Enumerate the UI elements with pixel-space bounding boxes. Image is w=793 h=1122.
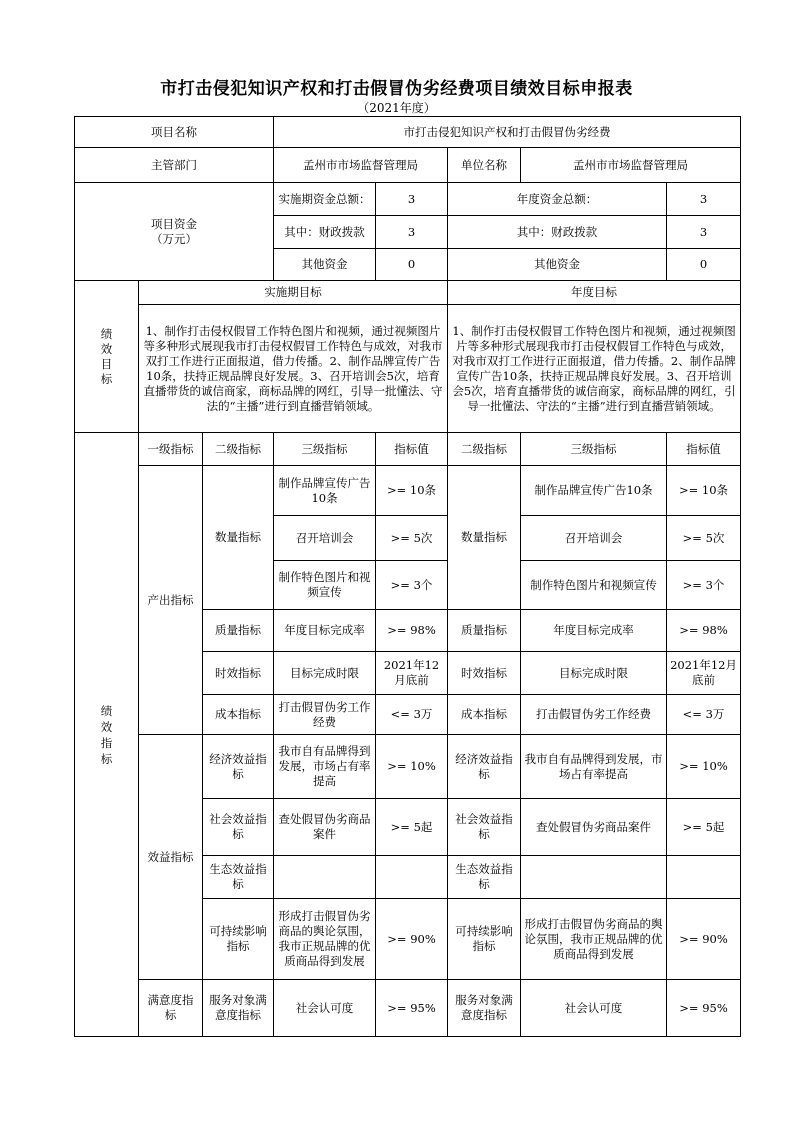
ecological-l2: 生态效益指标 bbox=[203, 856, 274, 899]
row-value-b: >= 98% bbox=[667, 610, 741, 652]
row-l3: 打击假冒伪劣工作经费 bbox=[274, 695, 376, 735]
row-value-b: >= 10条 bbox=[667, 466, 741, 516]
impl-other-label: 其他资金 bbox=[274, 249, 376, 281]
row-l3-b: 社会认可度 bbox=[521, 980, 667, 1037]
header-level2-b: 二级指标 bbox=[448, 433, 521, 466]
row-value-b: >= 5起 bbox=[667, 799, 741, 856]
impl-total-value: 3 bbox=[376, 183, 448, 216]
row-value-b: >= 5次 bbox=[667, 516, 741, 561]
header-level3: 三级指标 bbox=[274, 433, 376, 466]
header-level1: 一级指标 bbox=[139, 433, 203, 466]
timeliness-l2: 时效指标 bbox=[203, 652, 274, 695]
row-l3-b: 年度目标完成率 bbox=[521, 610, 667, 652]
service-l2-b: 服务对象满意度指标 bbox=[448, 980, 521, 1037]
year-other-label: 其他资金 bbox=[448, 249, 667, 281]
row-l3: 制作品牌宣传广告10条 bbox=[274, 466, 376, 516]
ecological-l2-b: 生态效益指标 bbox=[448, 856, 521, 899]
impl-other-value: 0 bbox=[376, 249, 448, 281]
row-value: >= 95% bbox=[376, 980, 448, 1037]
row-l3-b bbox=[521, 856, 667, 899]
header-level2: 二级指标 bbox=[203, 433, 274, 466]
row-value-b: >= 3个 bbox=[667, 561, 741, 610]
row-l3 bbox=[274, 856, 376, 899]
funds-label: 项目资金 （万元） bbox=[75, 183, 274, 281]
output-indicator-label: 产出指标 bbox=[139, 466, 203, 735]
row-l3: 召开培训会 bbox=[274, 516, 376, 561]
header-value: 指标值 bbox=[376, 433, 448, 466]
row-value bbox=[376, 856, 448, 899]
quantity-l2-b: 数量指标 bbox=[448, 466, 521, 610]
sustainable-l2-b: 可持续影响指标 bbox=[448, 899, 521, 980]
year-total-value: 3 bbox=[667, 183, 741, 216]
row-l3-b: 打击假冒伪劣工作经费 bbox=[521, 695, 667, 735]
impl-goal-header: 实施期目标 bbox=[139, 281, 448, 305]
row-l3: 我市自有品牌得到发展，市场占有率提高 bbox=[274, 735, 376, 799]
row-value: 2021年12月底前 bbox=[376, 652, 448, 695]
form-year: （2021年度） bbox=[357, 101, 436, 115]
dept-value: 孟州市市场监督管理局 bbox=[274, 148, 448, 183]
row-l3-b: 查处假冒伪劣商品案件 bbox=[521, 799, 667, 856]
benefit-indicator-label: 效益指标 bbox=[139, 735, 203, 980]
row-l3-b: 形成打击假冒伪劣商品的舆论氛围，我市正规品牌的优质商品得到发展 bbox=[521, 899, 667, 980]
header-value-b: 指标值 bbox=[667, 433, 741, 466]
unit-value: 孟州市市场监督管理局 bbox=[521, 148, 741, 183]
social-l2-b: 社会效益指标 bbox=[448, 799, 521, 856]
unit-label: 单位名称 bbox=[448, 148, 521, 183]
row-value: >= 90% bbox=[376, 899, 448, 980]
cost-l2-b: 成本指标 bbox=[448, 695, 521, 735]
row-value: <= 3万 bbox=[376, 695, 448, 735]
row-value-b: >= 10% bbox=[667, 735, 741, 799]
project-name-value: 市打击侵犯知识产权和打击假冒伪劣经费 bbox=[274, 117, 741, 148]
header-level3-b: 三级指标 bbox=[521, 433, 667, 466]
goals-label bbox=[75, 281, 139, 433]
row-l3: 制作特色图片和视频宣传 bbox=[274, 561, 376, 610]
project-name-label: 项目名称 bbox=[75, 117, 274, 148]
year-other-value: 0 bbox=[667, 249, 741, 281]
performance-target-table bbox=[74, 116, 741, 1037]
row-l3-b: 召开培训会 bbox=[521, 516, 667, 561]
row-value: >= 3个 bbox=[376, 561, 448, 610]
row-value-b: 2021年12月底前 bbox=[667, 652, 741, 695]
economic-l2-b: 经济效益指标 bbox=[448, 735, 521, 799]
row-l3: 形成打击假冒伪劣商品的舆论氛围，我市正规品牌的优质商品得到发展 bbox=[274, 899, 376, 980]
row-value-b bbox=[667, 856, 741, 899]
quality-l2: 质量指标 bbox=[203, 610, 274, 652]
impl-total-label: 实施期资金总额： bbox=[274, 183, 376, 216]
row-l3: 查处假冒伪劣商品案件 bbox=[274, 799, 376, 856]
row-l3-b: 制作品牌宣传广告10条 bbox=[521, 466, 667, 516]
form-title: 市打击侵犯知识产权和打击假冒伪劣经费项目绩效目标申报表 bbox=[160, 79, 633, 99]
sustainable-l2: 可持续影响指标 bbox=[203, 899, 274, 980]
quantity-l2: 数量指标 bbox=[203, 466, 274, 610]
row-value: >= 98% bbox=[376, 610, 448, 652]
indicators-label-text: 绩效指标 bbox=[100, 703, 113, 766]
satisfaction-indicator-label: 满意度指标 bbox=[139, 980, 203, 1037]
impl-fiscal-label: 其中：财政拨款 bbox=[274, 216, 376, 249]
impl-fiscal-value: 3 bbox=[376, 216, 448, 249]
indicators-label bbox=[75, 433, 139, 1037]
timeliness-l2-b: 时效指标 bbox=[448, 652, 521, 695]
social-l2: 社会效益指标 bbox=[203, 799, 274, 856]
quality-l2-b: 质量指标 bbox=[448, 610, 521, 652]
dept-label: 主管部门 bbox=[75, 148, 274, 183]
row-value: >= 10% bbox=[376, 735, 448, 799]
cost-l2: 成本指标 bbox=[203, 695, 274, 735]
goals-label-text: 绩效目标 bbox=[100, 326, 113, 386]
row-value-b: <= 3万 bbox=[667, 695, 741, 735]
row-value: >= 5起 bbox=[376, 799, 448, 856]
service-l2: 服务对象满意度指标 bbox=[203, 980, 274, 1037]
impl-goal-text: 1、制作打击侵权假冒工作特色图片和视频，通过视频图片等多种形式展现我市打击侵权假冒工作特色与成效，对我市双打工作进行正面报道，借力传播。2、制作品牌宣传广告10条，扶持正规品牌良好发展。3、召开培训会5次，培育直播带货的诚信商家，商标品牌的网红，引导一批懂法、守法的“主播”进行到直播营销领域。 bbox=[139, 305, 448, 433]
row-l3-b: 我市自有品牌得到发展，市场占有率提高 bbox=[521, 735, 667, 799]
year-goal-header: 年度目标 bbox=[448, 281, 741, 305]
row-l3-b: 制作特色图片和视频宣传 bbox=[521, 561, 667, 610]
row-value-b: >= 95% bbox=[667, 980, 741, 1037]
row-l3: 社会认可度 bbox=[274, 980, 376, 1037]
row-l3: 目标完成时限 bbox=[274, 652, 376, 695]
year-fiscal-label: 其中：财政拨款 bbox=[448, 216, 667, 249]
year-fiscal-value: 3 bbox=[667, 216, 741, 249]
row-value: >= 5次 bbox=[376, 516, 448, 561]
row-value-b: >= 90% bbox=[667, 899, 741, 980]
row-l3-b: 目标完成时限 bbox=[521, 652, 667, 695]
year-total-label: 年度资金总额： bbox=[448, 183, 667, 216]
row-value: >= 10条 bbox=[376, 466, 448, 516]
year-goal-text: 1、制作打击侵权假冒工作特色图片和视频，通过视频图片等多种形式展现我市打击侵权假冒工作特色与成效，对我市双打工作进行正面报道，借力传播。2、制作品牌宣传广告10条，扶持正规品牌良好发展。3、召开培训会5次，培育直播带货的诚信商家，商标品牌的网红，引导一批懂法、守法的“主播”进行到直播营销领域。 bbox=[448, 305, 741, 433]
economic-l2: 经济效益指标 bbox=[203, 735, 274, 799]
row-l3: 年度目标完成率 bbox=[274, 610, 376, 652]
